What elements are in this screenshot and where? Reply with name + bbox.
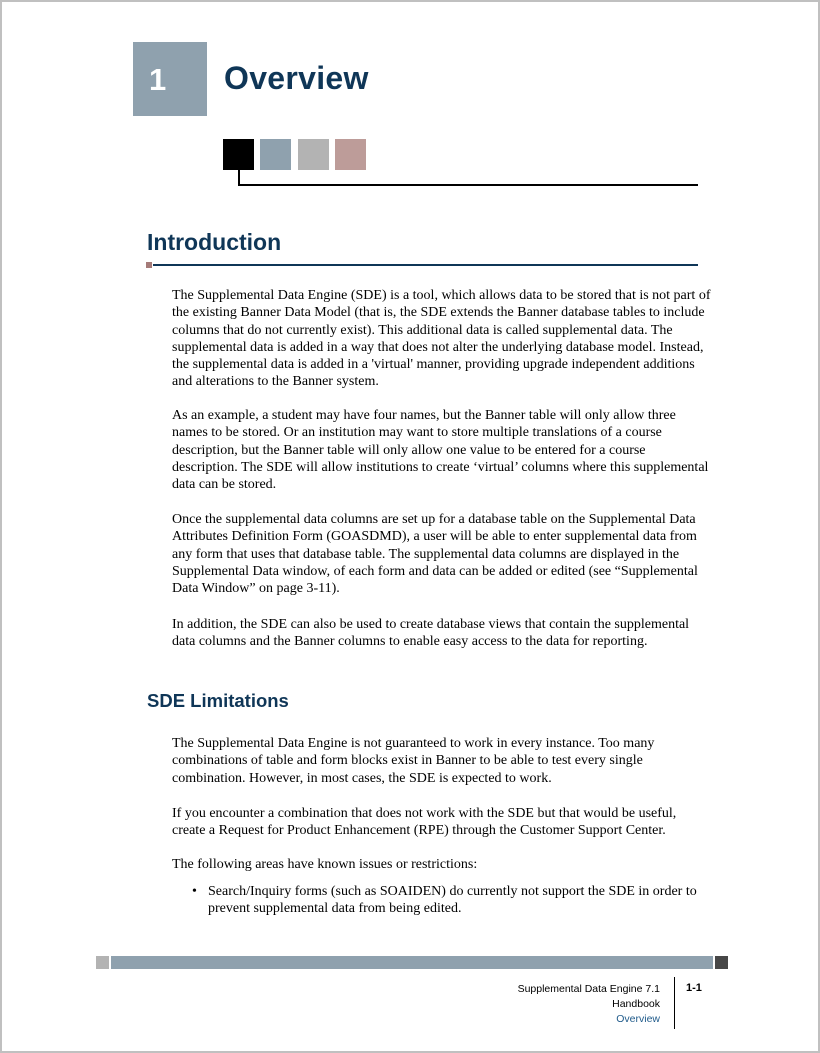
bullet-icon: • xyxy=(192,884,197,899)
intro-paragraph-3: Once the supplemental data columns are set up for a database table on the Supplemental Data Attributes Definition Form (GOASDMD), a user will be able to enter supplemental data from any form that uses that database table. The supplemental data columns are displayed in the Supplemental Data window, of each form and data can be added or edited (see “Supplemental Data Window” on page 3-11). xyxy=(172,512,698,597)
limitations-paragraph-3: The following areas have known issues or restrictions: xyxy=(172,857,478,872)
section-heading-introduction: Introduction xyxy=(147,229,282,255)
footer-square-right xyxy=(715,956,728,969)
footer-info xyxy=(518,982,660,1027)
footer-square-left xyxy=(96,956,109,969)
list-item xyxy=(192,883,702,918)
intro-paragraph-4: In addition, the SDE can also be used to create database views that contain the supplemental data columns and the Banner columns to enable easy access to the data for reporting. xyxy=(172,617,690,650)
footer-book-subtitle: Handbook xyxy=(612,998,660,1010)
decor-swatch-black xyxy=(223,139,254,170)
decor-swatch-gray xyxy=(298,139,329,170)
limitations-paragraph-1: The Supplemental Data Engine is not guaranteed to work in every instance. Too many combinations of table and form blocks exist in Banner to be able to test every single combination. However, in most cases, the SDE is expected to work. xyxy=(172,736,655,786)
page-number: 1-1 xyxy=(686,982,702,994)
decor-swatch-rose xyxy=(335,139,366,170)
chapter-number-box xyxy=(133,42,207,116)
list-item-text: Search/Inquiry forms (such as SOAIDEN) do currently not support the SDE in order to prevent supplemental data from being edited. xyxy=(208,884,697,917)
footer-section-name: Overview xyxy=(616,1013,660,1025)
heading-rule xyxy=(153,264,698,266)
chapter-number: 1 xyxy=(149,62,167,97)
footer-book-title: Supplemental Data Engine 7.1 xyxy=(517,983,660,995)
heading-marker xyxy=(146,262,152,268)
chapter-title: Overview xyxy=(224,60,369,96)
decor-swatch-slate xyxy=(260,139,291,170)
footer-bar xyxy=(111,956,713,969)
document-page xyxy=(2,2,818,1051)
intro-paragraph-1: The Supplemental Data Engine (SDE) is a tool, which allows data to be stored that is not part of the existing Banner Data Model (that is, the SDE extends the Banner database tables to include columns that do not currently exist). This additional data is called supplemental data. The supplemental data is added in a way that does not alter the underlying database model. Instead, the supplemental data is added in a 'virtual' manner, providing upgrade independent additions and alterations to the Banner system. xyxy=(172,288,711,390)
intro-paragraph-2: As an example, a student may have four names, but the Banner table will only allow three names to be stored. Or an institution may want to store multiple translations of a course description, but the Banner table will only allow one value to be entered for a course description. The SDE will allow institutions to create ‘virtual’ columns where this supplemental data can be stored. xyxy=(172,408,709,493)
footer-divider xyxy=(674,977,675,1029)
chapter-rule xyxy=(238,184,698,186)
section-heading-sde-limitations: SDE Limitations xyxy=(147,690,289,711)
limitations-paragraph-2: If you encounter a combination that does not work with the SDE but that would be useful, create a Request for Product Enhancement (RPE) through the Customer Support Center. xyxy=(172,806,677,839)
restrictions-list xyxy=(192,883,702,918)
